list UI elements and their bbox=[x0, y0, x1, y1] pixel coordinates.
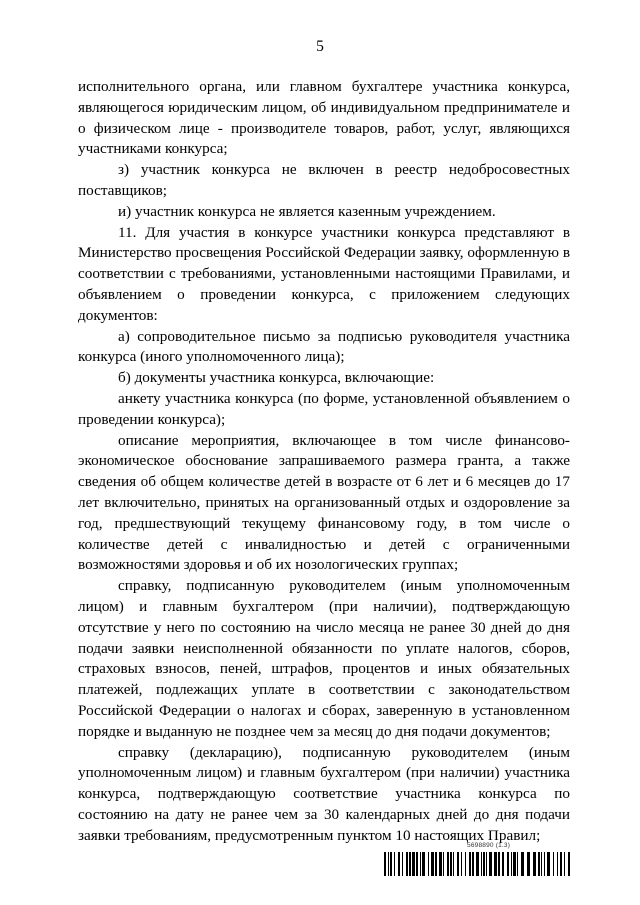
barcode-bar bbox=[388, 852, 389, 876]
barcode-bar bbox=[489, 852, 492, 876]
barcode-bar bbox=[476, 852, 479, 876]
barcode-bar bbox=[568, 852, 570, 876]
barcode-bar bbox=[453, 852, 454, 876]
barcode-bar bbox=[533, 852, 536, 876]
barcode-bar bbox=[412, 852, 415, 876]
barcode-bar bbox=[469, 852, 471, 876]
barcode-bar bbox=[422, 852, 425, 876]
barcode-bar bbox=[409, 852, 411, 876]
paragraph: б) документы участника конкурса, включающие: bbox=[118, 369, 435, 387]
barcode-bar bbox=[447, 852, 449, 876]
barcode-bar bbox=[494, 852, 497, 876]
barcode-bar bbox=[544, 852, 545, 876]
barcode-bar bbox=[483, 852, 485, 876]
paragraph: описание мероприятия, включающее в том числе финансово-экономическое обоснование запрашиваемого размера гранта, а также сведения об общем количестве детей в возрасте от 6 лет и 6 месяцев до 17 лет включительно, принятых на организованный отдых и оздоровление за год, предшествующий текущему финансовому году, в том числе о количестве детей с инвалидностью и детей с ограниченными возможностями здоровья и об их нозологических группах; bbox=[78, 431, 570, 574]
barcode-bar bbox=[498, 852, 500, 876]
barcode-bar bbox=[517, 852, 518, 876]
barcode-bar bbox=[564, 852, 565, 876]
document-code: 5698890 (1.3) bbox=[467, 842, 511, 849]
paragraph: 11. Для участия в конкурсе участники конкурса представляют в Министерство просвещения Российской Федерации заявку, оформленную в соответствии с требованиями, установленными настоящими Правилами, и объявлением о проведении конкурса, с приложением следующих документов: bbox=[78, 223, 570, 324]
barcode-bar bbox=[439, 852, 442, 876]
barcode-bar bbox=[398, 852, 400, 876]
barcode-bar bbox=[481, 852, 482, 876]
barcode-bar bbox=[507, 852, 509, 876]
barcode-bar bbox=[443, 852, 444, 876]
barcode-bar bbox=[420, 852, 421, 876]
barcode-bar bbox=[557, 852, 558, 876]
page-number: 5 bbox=[316, 38, 324, 55]
barcode-bar bbox=[541, 852, 542, 876]
barcode-bar bbox=[486, 852, 487, 876]
barcode-bar bbox=[394, 852, 395, 876]
paragraph: анкету участника конкурса (по форме, установленной объявлением о проведении конкурса); bbox=[78, 389, 570, 428]
barcode-bar bbox=[461, 852, 462, 876]
barcode-bar bbox=[457, 852, 459, 876]
barcode-bar bbox=[402, 852, 403, 876]
barcode-bar bbox=[465, 852, 466, 876]
barcode-image bbox=[384, 852, 572, 876]
barcode-bar bbox=[384, 852, 386, 876]
paragraph: исполнительного органа, или главном бухгалтере участника конкурса, являющегося юридическим лицом, об индивидуальном предпринимателе и о физическом лице - производителе товаров, работ, услуг, являющихся участниками конкурса; bbox=[78, 78, 570, 158]
barcode-bar bbox=[435, 852, 437, 876]
barcode-bar bbox=[513, 852, 516, 876]
paragraph: справку, подписанную руководителем (иным уполномоченным лицом) и главным бухгалтером (при наличии), подтверждающую отсутствие у него по состоянию на число месяца не ранее 30 дней до дня подачи заявки неисполненной обязанности по уплате налогов, сборов, страховых взносов, пеней, штрафов, процентов и иных обязательных платежей, подлежащих уплате в соответствии с законодательством Российской Федерации о налогах и сборах, заверенную в установленном порядке и выданную не позднее чем за месяц до дня подачи документов; bbox=[78, 577, 570, 740]
paragraph: з) участник конкурса не включен в реестр недобросовестных поставщиков; bbox=[78, 161, 570, 199]
paragraph: а) сопроводительное письмо за подписью руководителя участника конкурса (иного уполномоченного лица); bbox=[78, 327, 570, 366]
barcode-bar bbox=[553, 852, 554, 876]
barcode-bar bbox=[472, 852, 474, 876]
barcode-bar bbox=[511, 852, 512, 876]
paragraph: и) участник конкурса не является казенным учреждением. bbox=[118, 202, 496, 220]
barcode-bar bbox=[428, 852, 429, 876]
barcode-bar bbox=[390, 852, 392, 876]
body-text bbox=[78, 77, 570, 846]
barcode-bar bbox=[431, 852, 434, 876]
paragraph: справку (декларацию), подписанную руководителем (иным уполномоченным лицом) и главным бухгалтером (при наличии) участника конкурса, подтверждающую соответствие участника конкурса по состоянию на дату не ранее чем за 30 календарных дней до дня подачи заявки требованиям, предусмотренным пунктом 10 настоящих Правил; bbox=[78, 743, 570, 844]
barcode-bar bbox=[521, 852, 524, 876]
barcode-bar bbox=[560, 852, 562, 876]
barcode-bar bbox=[450, 852, 452, 876]
barcode-bar bbox=[502, 852, 504, 876]
barcode-bar bbox=[538, 852, 540, 876]
barcode-bar bbox=[547, 852, 550, 876]
barcode-bar bbox=[527, 852, 530, 876]
barcode-bar bbox=[406, 852, 408, 876]
barcode-bar bbox=[416, 852, 418, 876]
